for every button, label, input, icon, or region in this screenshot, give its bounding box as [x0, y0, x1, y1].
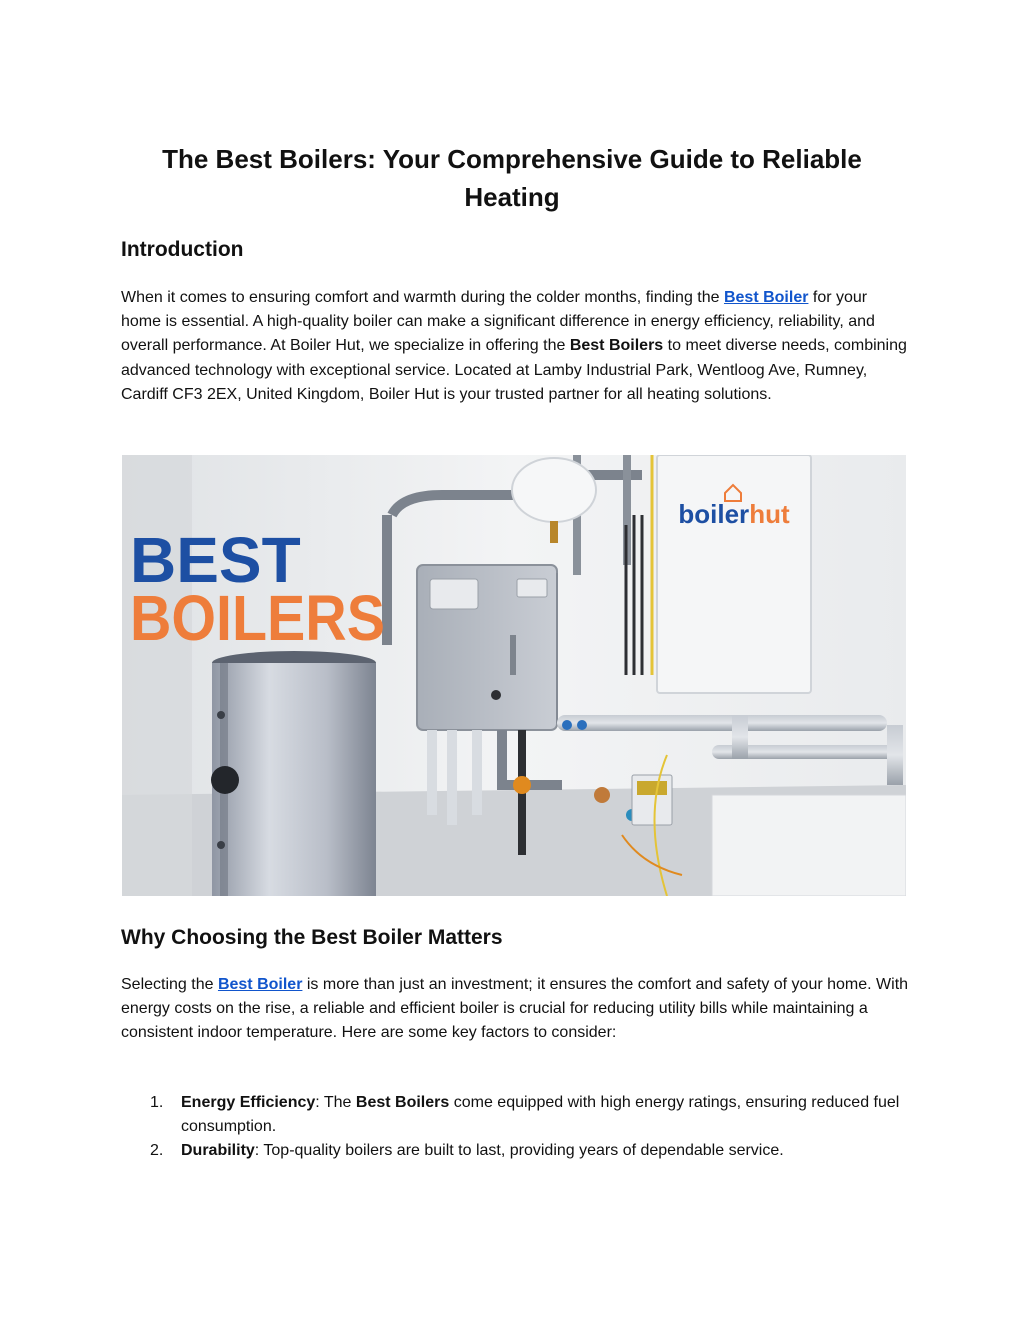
- boiler-room-image: [122, 455, 906, 896]
- intro-text-1: When it comes to ensuring comfort and warmth during the colder months, finding the: [121, 289, 724, 306]
- factor-text: : Top-quality boilers are built to last, providing years of dependable service.: [254, 1142, 784, 1160]
- best-boiler-link[interactable]: Best Boiler: [723, 289, 809, 306]
- why-text-2: is more than just an investment; it ensures the comfort and safety of your home. With energy costs on the rise, a reliable and efficient boiler is crucial for reducing utility bills while maintaining a consistent indoor temperature. Here are some key factors to consider:: [121, 976, 909, 1042]
- list-item: [121, 1139, 911, 1163]
- intro-text-3: to meet diverse needs, combining advanced technology with exceptional service. Located at Lamby Industrial Park, Wentloog Ave, Rumney, Cardiff CF3 2EX, United Kingdom, Boiler Hut is your trusted partner for all heating solutions.: [121, 337, 907, 403]
- image-headline-boilers: BOILERS: [130, 582, 385, 654]
- intro-bold-best-boilers: Best Boilers: [569, 337, 664, 355]
- why-paragraph: [121, 973, 911, 1046]
- why-heading: Why Choosing the Best Boiler Matters: [121, 926, 503, 949]
- factor-bold: Best Boilers: [355, 1094, 450, 1111]
- boiler-room-illustration: [122, 455, 906, 896]
- why-text-1: Selecting the: [121, 976, 218, 993]
- key-factors-list: [121, 1091, 911, 1164]
- intro-heading: Introduction: [121, 238, 244, 261]
- brand-logo: [678, 499, 790, 529]
- intro-text-2: for your home is essential. A high-quality boiler can make a significant difference in energy efficiency, reliability, and overall performance. At Boiler Hut, we specialize in offering the: [121, 289, 875, 355]
- intro-paragraph: [121, 286, 911, 407]
- image-headline-best: BEST: [130, 524, 301, 596]
- factor-term: Durability: [181, 1142, 255, 1160]
- best-boiler-link-2[interactable]: Best Boiler: [217, 976, 303, 993]
- list-item: [121, 1091, 911, 1139]
- factor-text: come equipped with high energy ratings, ensuring reduced fuel consumption.: [181, 1094, 900, 1136]
- document-title: The Best Boilers: Your Comprehensive Guide to Reliable Heating: [162, 144, 862, 212]
- brand-hut: hut: [749, 499, 790, 529]
- factor-term: Energy Efficiency: [181, 1094, 316, 1111]
- list-number: 2.: [150, 1142, 164, 1160]
- brand-boiler: boiler: [678, 499, 750, 529]
- factor-separator: : The: [315, 1094, 356, 1111]
- list-number: 1.: [150, 1094, 164, 1111]
